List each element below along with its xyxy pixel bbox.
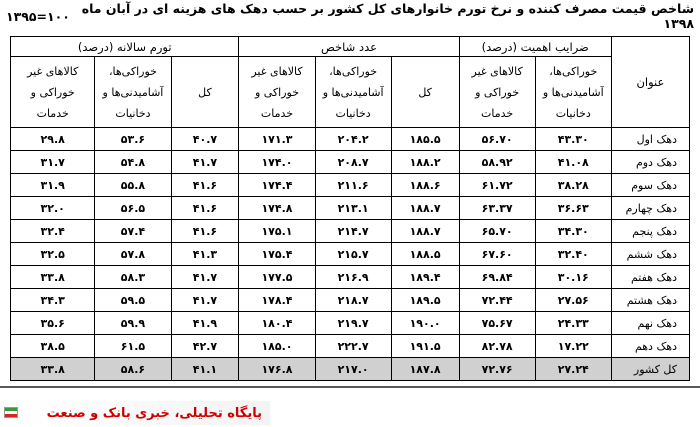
inflation-total-cell: ۴۱.۷ bbox=[171, 289, 239, 312]
table-row bbox=[11, 266, 690, 289]
index-food-cell: ۲۰۸.۷ bbox=[315, 151, 391, 174]
inflation-total-cell: ۴۰.۷ bbox=[171, 128, 239, 151]
weight-nonfood-cell: ۵۸.۹۲ bbox=[459, 151, 535, 174]
index-nonfood-cell: ۱۷۱.۳ bbox=[239, 128, 315, 151]
weight-food-cell: ۲۷.۵۶ bbox=[535, 289, 611, 312]
page-header bbox=[6, 1, 694, 31]
index-total-cell: ۱۸۹.۴ bbox=[391, 266, 459, 289]
weights-group-header: ضرایب اهمیت (درصد) bbox=[459, 37, 611, 57]
index-nonfood-cell: ۱۷۶.۸ bbox=[239, 358, 315, 381]
inflation-food-cell: ۶۱.۵ bbox=[95, 335, 171, 358]
index-food-cell: ۲۱۶.۹ bbox=[315, 266, 391, 289]
decile-name-cell: دهک ششم bbox=[611, 243, 689, 266]
index-total-cell: ۱۸۹.۵ bbox=[391, 289, 459, 312]
weight-nonfood-cell: ۶۷.۶۰ bbox=[459, 243, 535, 266]
index-food-cell: ۲۱۷.۰ bbox=[315, 358, 391, 381]
inflation-total-cell: ۴۱.۷ bbox=[171, 266, 239, 289]
footer-divider bbox=[0, 386, 700, 388]
decile-name-cell: دهک دهم bbox=[611, 335, 689, 358]
inflation-food-cell: ۵۵.۸ bbox=[95, 174, 171, 197]
weight-food-cell: ۲۷.۲۴ bbox=[535, 358, 611, 381]
index-total-cell: ۱۹۱.۵ bbox=[391, 335, 459, 358]
weight-food-cell: ۳۸.۲۸ bbox=[535, 174, 611, 197]
index-food-cell: ۲۱۵.۷ bbox=[315, 243, 391, 266]
weight-nonfood-cell: ۵۶.۷۰ bbox=[459, 128, 535, 151]
weight-nonfood-cell: ۶۳.۳۷ bbox=[459, 197, 535, 220]
weight-nonfood-cell: ۷۵.۶۷ bbox=[459, 312, 535, 335]
index-nonfood-header: کالاهای غیر خوراکی و خدمات bbox=[239, 57, 315, 128]
inflation-group-header: تورم سالانه (درصد) bbox=[11, 37, 239, 57]
inflation-nonfood-cell: ۳۸.۵ bbox=[11, 335, 95, 358]
decile-name-cell: دهک چهارم bbox=[611, 197, 689, 220]
index-total-header: کل bbox=[391, 57, 459, 128]
index-food-cell: ۲۱۱.۶ bbox=[315, 174, 391, 197]
weight-nonfood-cell: ۶۵.۷۰ bbox=[459, 220, 535, 243]
inflation-nonfood-cell: ۳۲.۰ bbox=[11, 197, 95, 220]
index-total-cell: ۱۸۸.۵ bbox=[391, 243, 459, 266]
table-row bbox=[11, 220, 690, 243]
weight-nonfood-cell: ۷۲.۴۴ bbox=[459, 289, 535, 312]
index-total-cell: ۱۸۸.۲ bbox=[391, 151, 459, 174]
table-row bbox=[11, 197, 690, 220]
index-nonfood-cell: ۱۷۴.۸ bbox=[239, 197, 315, 220]
weight-nonfood-cell: ۶۱.۷۲ bbox=[459, 174, 535, 197]
index-food-cell: ۲۱۸.۷ bbox=[315, 289, 391, 312]
inflation-nonfood-cell: ۳۳.۸ bbox=[11, 266, 95, 289]
row-label-header: عنوان bbox=[611, 37, 689, 128]
index-nonfood-cell: ۱۷۴.۰ bbox=[239, 151, 315, 174]
inflation-total-header: کل bbox=[171, 57, 239, 128]
weight-food-cell: ۴۱.۰۸ bbox=[535, 151, 611, 174]
inflation-food-cell: ۵۸.۶ bbox=[95, 358, 171, 381]
index-nonfood-cell: ۱۸۰.۴ bbox=[239, 312, 315, 335]
weight-food-cell: ۳۰.۱۶ bbox=[535, 266, 611, 289]
table-row bbox=[11, 289, 690, 312]
inflation-total-cell: ۴۱.۳ bbox=[171, 243, 239, 266]
index-food-cell: ۲۰۴.۲ bbox=[315, 128, 391, 151]
table-row bbox=[11, 128, 690, 151]
index-nonfood-cell: ۱۷۵.۱ bbox=[239, 220, 315, 243]
inflation-nonfood-cell: ۳۱.۹ bbox=[11, 174, 95, 197]
weight-nonfood-cell: ۶۹.۸۴ bbox=[459, 266, 535, 289]
table-row bbox=[11, 312, 690, 335]
weight-food-cell: ۲۴.۳۳ bbox=[535, 312, 611, 335]
footer-banner bbox=[0, 401, 270, 425]
index-group-header: عدد شاخص bbox=[239, 37, 459, 57]
inflation-total-cell: ۴۱.۱ bbox=[171, 358, 239, 381]
table-row bbox=[11, 335, 690, 358]
weight-food-cell: ۳۶.۶۳ bbox=[535, 197, 611, 220]
inflation-nonfood-cell: ۳۲.۴ bbox=[11, 220, 95, 243]
decile-name-cell: دهک نهم bbox=[611, 312, 689, 335]
index-nonfood-cell: ۱۷۵.۴ bbox=[239, 243, 315, 266]
footer-brand: پایگاه تحلیلی، خبری بانک و صنعت bbox=[46, 405, 262, 421]
weight-nonfood-cell: ۷۲.۷۶ bbox=[459, 358, 535, 381]
inflation-nonfood-cell: ۳۲.۵ bbox=[11, 243, 95, 266]
inflation-nonfood-cell: ۲۹.۸ bbox=[11, 128, 95, 151]
inflation-total-cell: ۴۱.۶ bbox=[171, 174, 239, 197]
inflation-food-cell: ۵۶.۵ bbox=[95, 197, 171, 220]
decile-name-cell: دهک سوم bbox=[611, 174, 689, 197]
index-nonfood-cell: ۱۷۷.۵ bbox=[239, 266, 315, 289]
weight-food-cell: ۱۷.۲۲ bbox=[535, 335, 611, 358]
index-nonfood-cell: ۱۸۵.۰ bbox=[239, 335, 315, 358]
decile-name-cell: کل کشور bbox=[611, 358, 689, 381]
base-year-note: ۱۳۹۵=۱۰۰ bbox=[6, 8, 70, 24]
inflation-nonfood-cell: ۳۴.۳ bbox=[11, 289, 95, 312]
inflation-food-cell: ۵۸.۳ bbox=[95, 266, 171, 289]
decile-name-cell: دهک اول bbox=[611, 128, 689, 151]
inflation-nonfood-header: کالاهای غیر خوراکی و خدمات bbox=[11, 57, 95, 128]
inflation-food-cell: ۵۹.۹ bbox=[95, 312, 171, 335]
inflation-total-cell: ۴۱.۶ bbox=[171, 220, 239, 243]
cpi-decile-table bbox=[10, 36, 690, 381]
decile-name-cell: دهک هشتم bbox=[611, 289, 689, 312]
inflation-food-cell: ۵۷.۴ bbox=[95, 220, 171, 243]
index-food-cell: ۲۱۹.۷ bbox=[315, 312, 391, 335]
index-food-cell: ۲۱۴.۷ bbox=[315, 220, 391, 243]
decile-name-cell: دهک دوم bbox=[611, 151, 689, 174]
index-food-header: خوراکی‌ها، آشامیدنی‌ها و دخانیات bbox=[315, 57, 391, 128]
weight-nonfood-cell: ۸۲.۷۸ bbox=[459, 335, 535, 358]
inflation-food-cell: ۵۷.۸ bbox=[95, 243, 171, 266]
inflation-nonfood-cell: ۳۳.۸ bbox=[11, 358, 95, 381]
table-row bbox=[11, 151, 690, 174]
table-row bbox=[11, 243, 690, 266]
index-food-cell: ۲۱۳.۱ bbox=[315, 197, 391, 220]
iran-flag-icon bbox=[4, 407, 18, 418]
inflation-nonfood-cell: ۳۱.۷ bbox=[11, 151, 95, 174]
inflation-total-cell: ۴۱.۷ bbox=[171, 151, 239, 174]
decile-name-cell: دهک پنجم bbox=[611, 220, 689, 243]
inflation-total-cell: ۴۲.۷ bbox=[171, 335, 239, 358]
inflation-food-header: خوراکی‌ها، آشامیدنی‌ها و دخانیات bbox=[95, 57, 171, 128]
inflation-total-cell: ۴۱.۶ bbox=[171, 197, 239, 220]
index-total-cell: ۱۸۷.۸ bbox=[391, 358, 459, 381]
page-title: شاخص قیمت مصرف کننده و نرخ تورم خانوارهای کل کشور بر حسب دهک های هزینه ای در آبان ماه ۱۳۹۸ bbox=[81, 1, 694, 31]
index-food-cell: ۲۲۲.۷ bbox=[315, 335, 391, 358]
index-total-cell: ۱۸۵.۵ bbox=[391, 128, 459, 151]
inflation-food-cell: ۵۴.۸ bbox=[95, 151, 171, 174]
table-row bbox=[11, 174, 690, 197]
index-total-cell: ۱۸۸.۷ bbox=[391, 197, 459, 220]
index-nonfood-cell: ۱۷۴.۴ bbox=[239, 174, 315, 197]
inflation-food-cell: ۵۳.۶ bbox=[95, 128, 171, 151]
inflation-nonfood-cell: ۳۵.۶ bbox=[11, 312, 95, 335]
weights-food-header: خوراکی‌ها، آشامیدنی‌ها و دخانیات bbox=[535, 57, 611, 128]
weight-food-cell: ۴۳.۳۰ bbox=[535, 128, 611, 151]
index-total-cell: ۱۸۸.۷ bbox=[391, 220, 459, 243]
table-total-row bbox=[11, 358, 690, 381]
weights-nonfood-header: کالاهای غیر خوراکی و خدمات bbox=[459, 57, 535, 128]
index-total-cell: ۱۹۰.۰ bbox=[391, 312, 459, 335]
index-nonfood-cell: ۱۷۸.۴ bbox=[239, 289, 315, 312]
weight-food-cell: ۳۴.۳۰ bbox=[535, 220, 611, 243]
weight-food-cell: ۳۲.۴۰ bbox=[535, 243, 611, 266]
index-total-cell: ۱۸۸.۶ bbox=[391, 174, 459, 197]
decile-name-cell: دهک هفتم bbox=[611, 266, 689, 289]
inflation-food-cell: ۵۹.۵ bbox=[95, 289, 171, 312]
inflation-total-cell: ۴۱.۹ bbox=[171, 312, 239, 335]
